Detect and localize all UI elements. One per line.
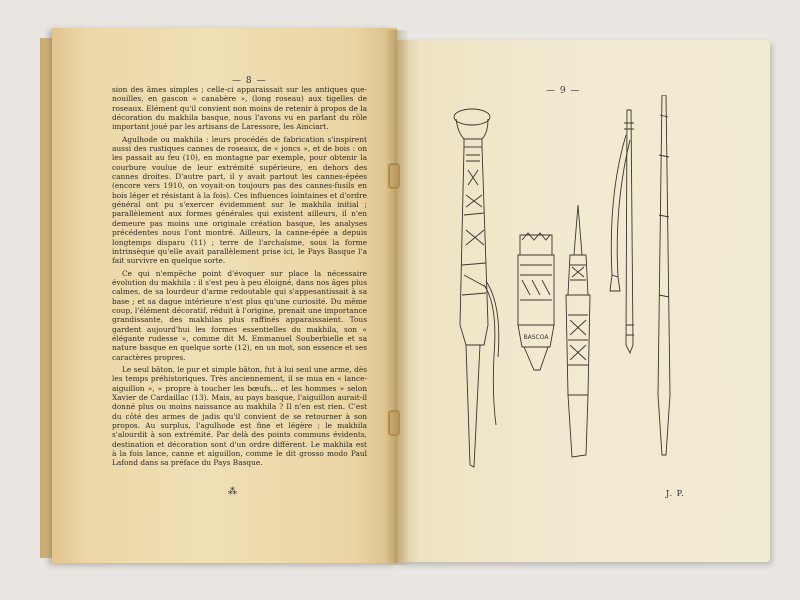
right-page-number: — 9 —: [546, 86, 581, 96]
makhila-drawing-1: [454, 109, 499, 467]
body-text: [112, 85, 367, 471]
paragraph-1: sion des âmes simples ; celle-ci apparaissait sur les antiques que-nouilles, en gascon « canabère », (long roseau) aux tigelles de roseaux. Elément qu'il convient non moins de retenir à propos de la décoration du makhila basque, nous l'avons vu en parlant du rôle important joué par les artisans de Laressore, les Ainciart.: [112, 85, 367, 132]
makhila-illustrations: [400, 95, 760, 495]
left-page-number: — 8 —: [232, 76, 267, 86]
paragraph-4: Le seul bâton, le pur et simple bâton, fut à lui seul une arme, dès les temps préhistoriques. Très anciennement, il se mua en « lance-aiguillon », « propre à toucher les bœufs... et les hommes » selon Xavier de Cardaillac (13). Mais, au pays basque, l'aiguillon aurait-il donné plus ou moins naissance au makhila ? Il n'en est rien. C'est du côté des armes de jadis qu'il convient de se retourner à son propos. Au surplus, l'agulhode est fine et légère ; le makhila s'alourdit à son extrémité. Par delà des points communs évidents, destination et décoration sont d'un ordre différent. Le makhila est à la fois lance, canne et aiguillon, comme le dit grosso modo Paul Lafond dans sa préface du Pays Basque.: [112, 364, 367, 468]
staple-bottom: [388, 410, 400, 436]
makhila-drawing-2: [518, 233, 554, 370]
paragraph-2: Agulhode ou makhila : leurs procédés de fabrication s'inspirent aussi des rustiques cannes de roseaux, de « joncs », et de bois : on les passait au feu (10), en montagne par exemple, pour obtenir la courbure voulue de leur extrémité supérieure, en dehors des cannes droites. D'autre part, il y avait partout les cannes-épées (encore vers 1910, on voyait-on toujours pas des cannes-fusils en bois léger et résistant à la fois). Ces influences lointaines et d'ordre général ont pu s'exercer évidemment sur le makhila initial ; parallèlement aux formes générales qui existent ailleurs, il n'en demeure pas moins une originale création basque, les analyses précédentes nous l'ont montré. Ailleurs, la canne-épée a depuis longtemps disparu (11) ; terre de l'archaïsme, sous la forme intrinsèque qu'elle avait parallèlement prise ici, le Pays Basque l'a fait survivre en quelque sorte.: [112, 134, 367, 266]
paragraph-3: Ce qui n'empêche point d'évoquer sur place la nécessaire évolution du makhila : il s'est peu à peu éloigné, dans nos âges plus calmes, de sa lourdeur d'arme redoutable qui s'appesantissait à sa base ; et sa dague intérieure n'est plus qu'une curiosité. Du même coup, l'élément décoratif, réduit à l'origine, prenait une importance grandissante, des makhilas plus raffinés apparaissaient. Tous gardent aujourd'hui les formes essentielles du makhila, son « élégante rudesse », comme dit M. Emmanuel Souberbielle et sa nature basque en quelque sorte (12), en un mot, son essence et ses caractères propres.: [112, 268, 367, 362]
inscription-bascoa: BASCOA: [523, 334, 549, 341]
makhila-drawing-3: [566, 205, 590, 457]
ornament: ⁂: [228, 487, 237, 497]
staple-top: [388, 163, 400, 189]
makhila-drawing-5: [658, 95, 670, 455]
illustrator-signature: J. P.: [666, 489, 685, 498]
makhila-drawing-4: [610, 110, 634, 353]
